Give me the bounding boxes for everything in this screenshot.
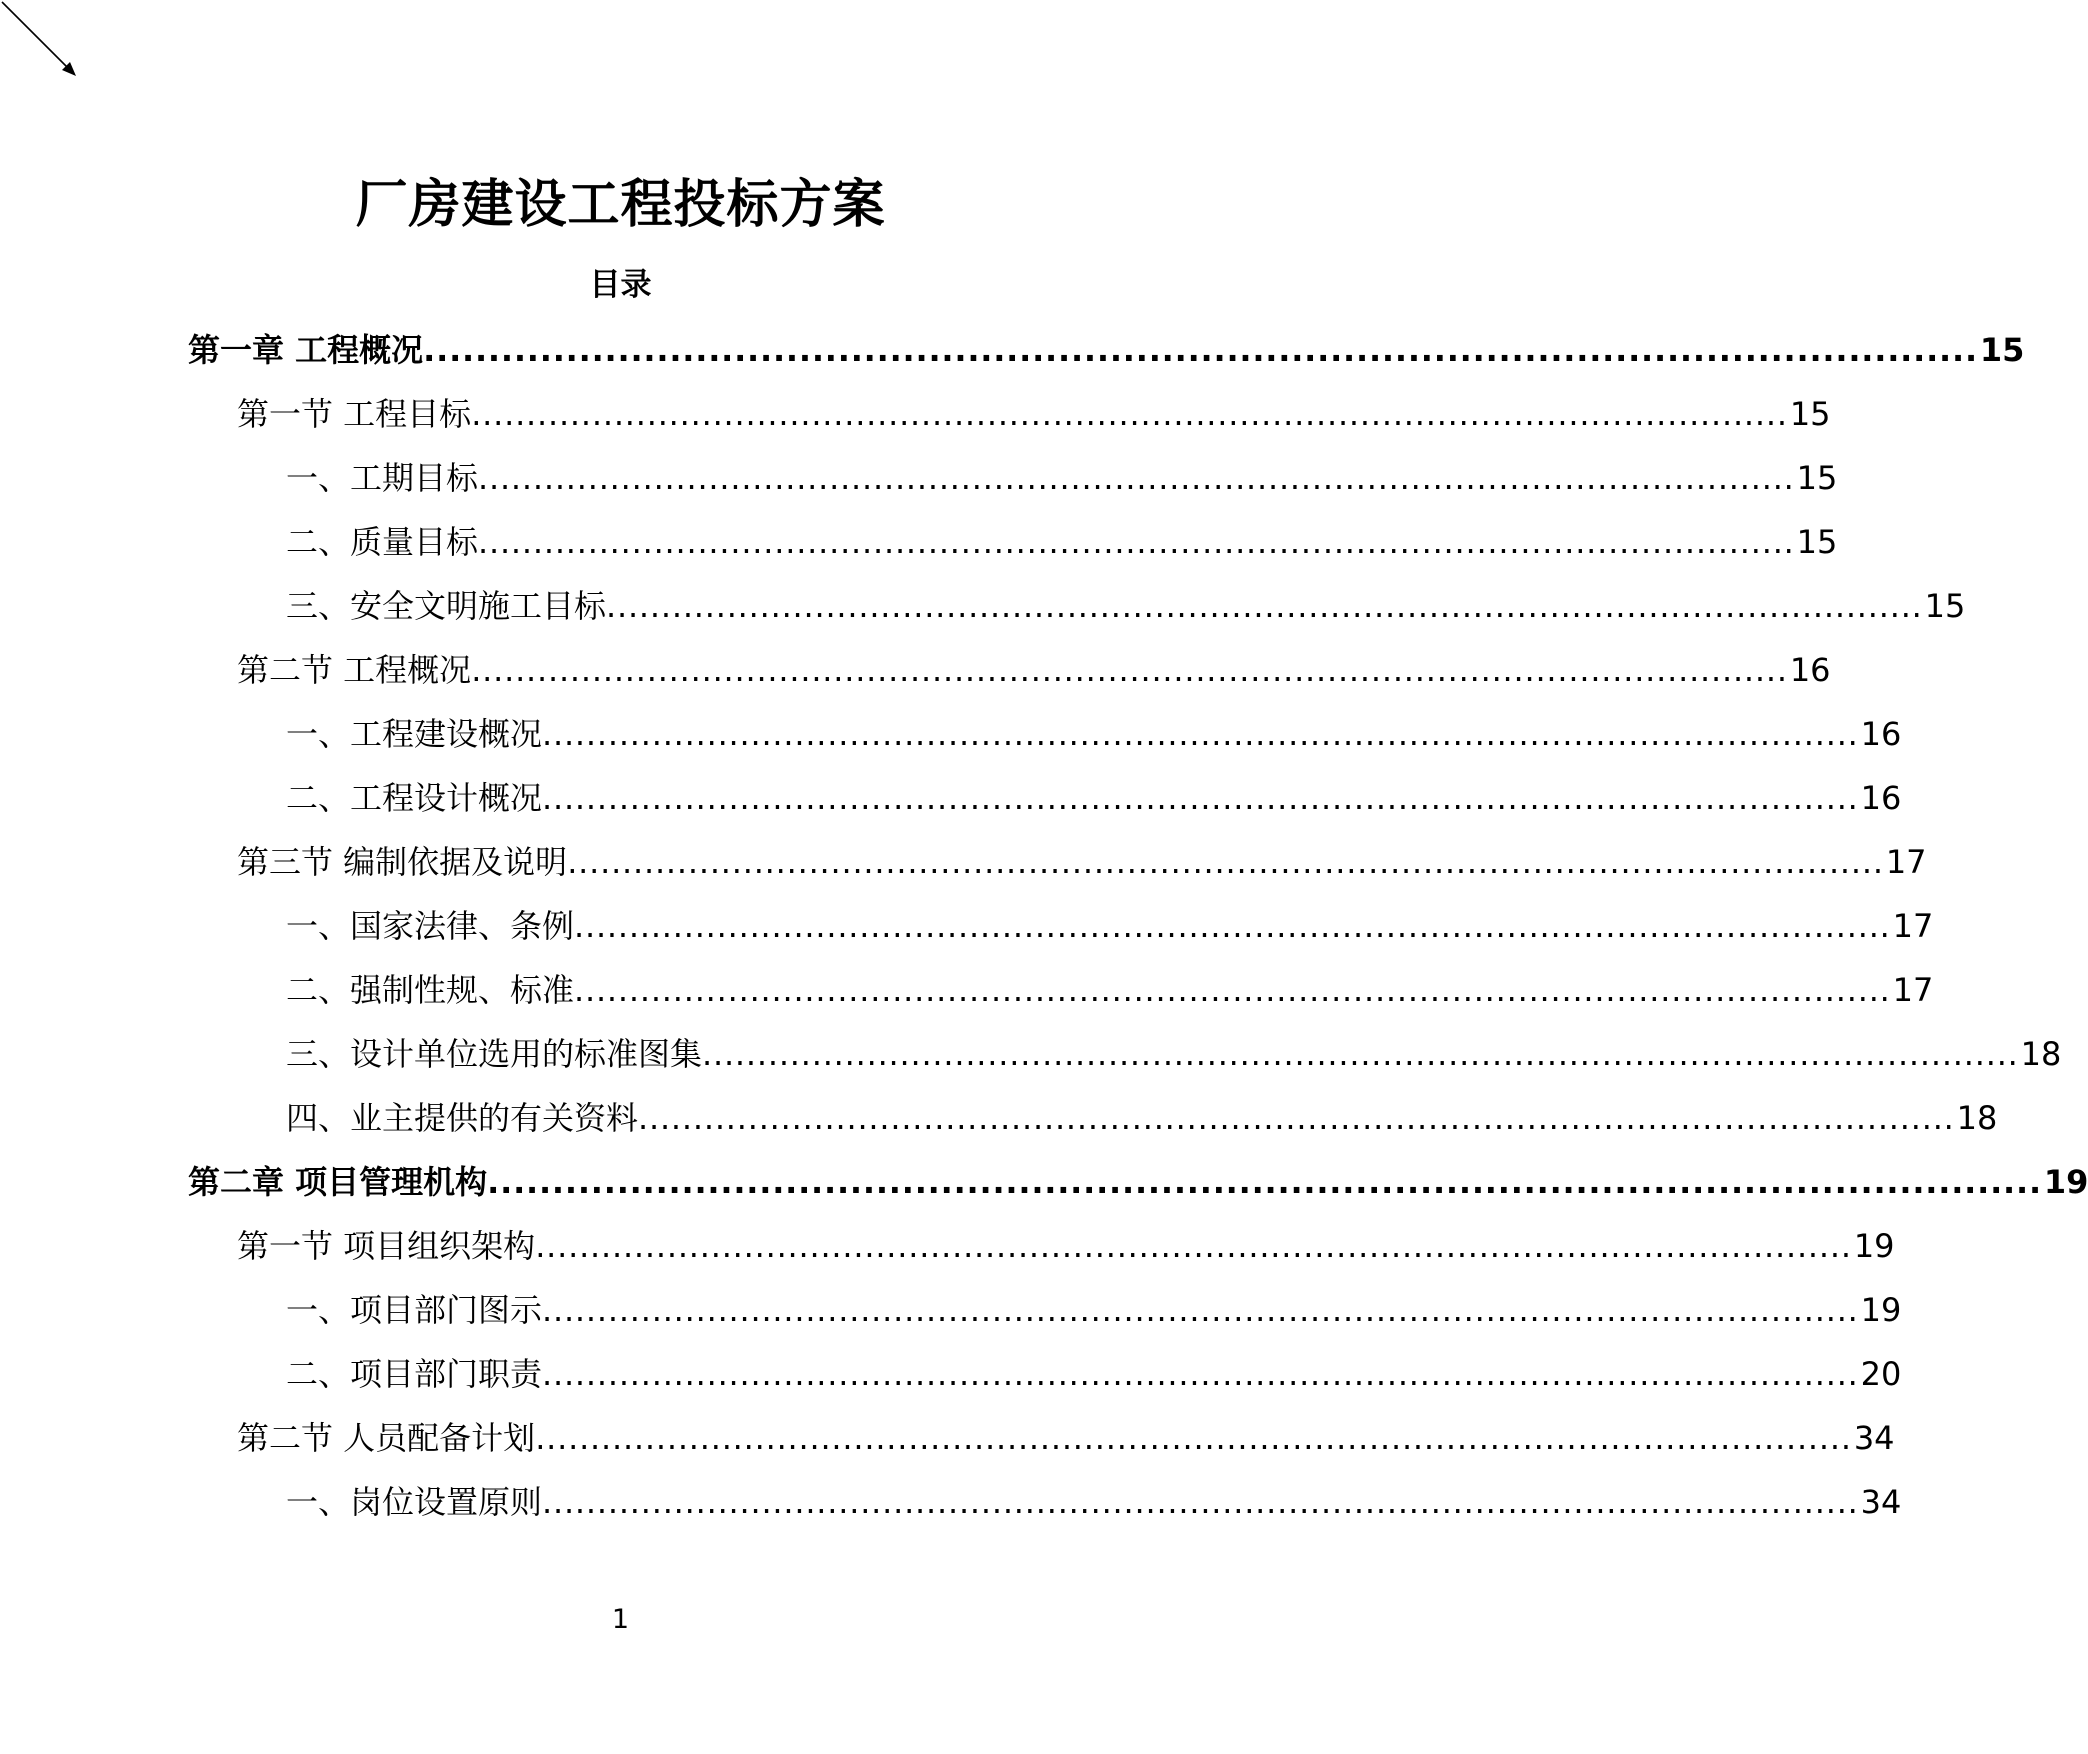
toc-entry-label: 二、质量目标	[286, 523, 479, 561]
toc-entry-leader: ........................................................................................................................	[471, 651, 1788, 689]
toc-entry-leader: ........................................................................................................................	[638, 1099, 1955, 1137]
toc-entry-label: 一、项目部门图示	[286, 1291, 543, 1329]
toc-entry-leader: ........................................................................................................................	[542, 779, 1859, 817]
toc-entry-page: 18	[2020, 1035, 2062, 1073]
toc-entry-leader: ........................................................................................................................	[478, 523, 1795, 561]
toc-entry-page: 16	[1789, 651, 1831, 689]
toc-entry-page: 15	[1796, 459, 1838, 497]
toc-entry-leader: ........................................................................................................................	[478, 459, 1795, 497]
toc-entry-page: 17	[1892, 907, 1934, 945]
toc-entry-label: 第二节 工程概况	[237, 651, 472, 689]
toc-entry-leader: ........................................................................................................................	[542, 715, 1859, 753]
toc-entry-label: 一、岗位设置原则	[286, 1483, 543, 1521]
toc-entry-label: 三、设计单位选用的标准图集	[286, 1035, 703, 1073]
toc-entry-leader: ........................................................................................................................	[535, 1227, 1852, 1265]
toc-entry[interactable]	[237, 1222, 1895, 1270]
toc-entry-leader: ........................................................................................................................	[542, 1355, 1859, 1393]
toc-entry-page: 15	[1924, 587, 1966, 625]
toc-entry-page: 34	[1860, 1483, 1902, 1521]
toc-entry[interactable]	[286, 902, 1934, 950]
toc-entry-leader: ........................................................................................................................	[574, 907, 1891, 945]
toc-entry-page: 15	[1979, 331, 2025, 369]
toc-entry-page: 17	[1892, 971, 1934, 1009]
toc-heading: 目录	[589, 267, 652, 303]
toc-entry[interactable]	[286, 1094, 1998, 1142]
toc-entry[interactable]	[286, 774, 1902, 822]
toc-entry-page: 34	[1853, 1419, 1895, 1457]
toc-entry-label: 第一节 项目组织架构	[237, 1227, 536, 1265]
toc-entry-leader: ........................................................................................................................	[535, 1419, 1852, 1457]
toc-entry[interactable]	[286, 1350, 1902, 1398]
toc-entry-page: 19	[1860, 1291, 1902, 1329]
toc-entry-label: 第三节 编制依据及说明	[237, 843, 568, 881]
toc-entry-leader: ........................................................................................................................	[423, 331, 1978, 369]
toc-entry-leader: ........................................................................................................................	[542, 1291, 1859, 1329]
toc-entry[interactable]	[188, 326, 2025, 374]
toc-entry-page: 15	[1789, 395, 1831, 433]
toc-entry[interactable]	[286, 1478, 1902, 1526]
toc-entry-page: 16	[1860, 715, 1902, 753]
page-number: 1	[611, 1604, 630, 1635]
toc-entry[interactable]	[286, 454, 1838, 502]
toc-entry-label: 四、业主提供的有关资料	[286, 1099, 639, 1137]
toc-entry-label: 二、项目部门职责	[286, 1355, 543, 1393]
toc-entry-label: 三、安全文明施工目标	[286, 587, 607, 625]
toc-entry-page: 18	[1956, 1099, 1998, 1137]
toc-entry[interactable]	[237, 838, 1927, 886]
toc-entry-label: 第二章 项目管理机构	[188, 1163, 488, 1201]
toc-entry-leader: ........................................................................................................................	[574, 971, 1891, 1009]
toc-entry[interactable]	[188, 1158, 2088, 1206]
toc-entry-leader: ........................................................................................................................	[606, 587, 1923, 625]
toc-entry-label: 一、工程建设概况	[286, 715, 543, 753]
toc-entry-label: 第二节 人员配备计划	[237, 1419, 536, 1457]
toc-entry-label: 二、工程设计概况	[286, 779, 543, 817]
document-title: 厂房建设工程投标方案	[355, 175, 886, 235]
toc-entry[interactable]	[286, 710, 1902, 758]
toc-entry-page: 17	[1885, 843, 1927, 881]
toc-entry-leader: ........................................................................................................................	[542, 1483, 1859, 1521]
toc-entry-label: 第一章 工程概况	[188, 331, 424, 369]
toc-entry-label: 第一节 工程目标	[237, 395, 472, 433]
toc-entry[interactable]	[286, 518, 1838, 566]
toc-entry[interactable]	[286, 966, 1934, 1014]
toc-entry[interactable]	[286, 1286, 1902, 1334]
toc-entry-leader: ........................................................................................................................	[471, 395, 1788, 433]
toc-entry-page: 15	[1796, 523, 1838, 561]
toc-entry[interactable]	[286, 582, 1966, 630]
toc-entry[interactable]	[286, 1030, 2062, 1078]
toc-entry[interactable]	[237, 1414, 1895, 1462]
toc-entry[interactable]	[237, 646, 1831, 694]
toc-entry-page: 20	[1860, 1355, 1902, 1393]
toc-entry-leader: ........................................................................................................................	[567, 843, 1884, 881]
toc-entry-page: 19	[2043, 1163, 2088, 1201]
toc-entry-label: 一、工期目标	[286, 459, 479, 497]
toc-entry-label: 一、国家法律、条例	[286, 907, 575, 945]
toc-entry-page: 16	[1860, 779, 1902, 817]
toc-entry-leader: ........................................................................................................................	[487, 1163, 2042, 1201]
toc-entry-leader: ........................................................................................................................	[702, 1035, 2019, 1073]
toc-entry-label: 二、强制性规、标准	[286, 971, 575, 1009]
toc-entry-page: 19	[1853, 1227, 1895, 1265]
toc-entry[interactable]	[237, 390, 1831, 438]
